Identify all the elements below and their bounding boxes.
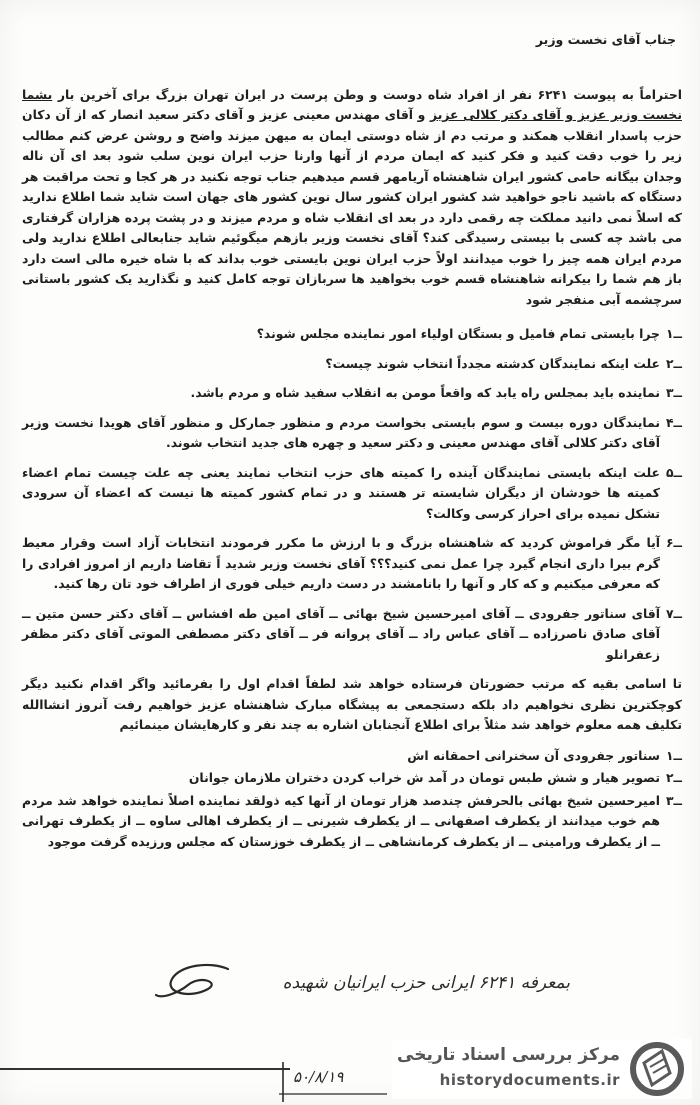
list-item [22,533,682,595]
intro-start: احتراماً به پیوست ۶۲۴۱ نفر از افراد شاه دوست و وطن پرست در ایران تهران بزرگ برای آخرین بار [57,86,682,102]
signature-scribble-icon [150,955,240,1015]
item-number: ۱ــ [665,747,682,763]
list-item [22,463,682,525]
item-text: سناتور جفرودی آن سخنرانی احمقانه اش [407,747,660,763]
item-number: ۱ــ [665,326,682,341]
intro-paragraph [22,85,682,311]
salutation: جناب آقای نخست وزیر [535,32,676,47]
watermark-title: مرکز بررسی اسناد تاریخی [397,1045,620,1065]
item-text: نماینده باید بمجلس راه یابد که واقعاً مومن به انقلاب سفید شاه و مردم باشد. [190,385,660,400]
item-text: آیا مگر فراموش کردید که شاهنشاه بزرگ و با ارزش ما مکرر فرمودند انتخابات آزاد است وقرار معیط گرم بیرا داری انجام گیرد چرا عمل نمی کنید؟؟؟ آقای نخست وزیر شدید اً تقاضا داریم از امروز افرادی را که معرفی میکنیم و که کار و آنها را بانامشند در دست داریم خیلی فوری از اطراف خود تان رها کنید. [22,535,660,591]
item-text: علت اینکه بایستی نمایندگان آینده را کمیته های حزب انتخاب نمایند یعنی چه علت چیست تمام اعضاء کمیته ها خودشان از دیگران شایسته تر هستند و در تمام کشور کمیته ها نیست که اعضاء آن سرودی تشکل نمیده برای احراز کرسی وکالت؟ [22,464,660,521]
item-text: امیرحسین شیخ بهائی بالحرفش چندصد هزار تومان از آنها کیه ذولقد نماینده اصلاً نماینده خواهد شد مردم هم خوب میدانند از یکطرف اصفهانی ــ از یکطرف شیرنی ــ از یکطرف اهالی ساوه ــ از یکطرف تهرانی ــ از یکطرف ورامینی ــ از یکطرف کرمانشاهی ــ از یکطرف خوزستان که مجلس ورزیده گرفت موجود [22,792,660,849]
item-number: ۳ــ [665,792,682,808]
item-text: آقای سناتور جفرودی ــ آقای امیرحسین شیخ بهائی ــ آقای امین طه افشاس ــ آقای دکتر حسن متین ــ آقای صادق ناصرزاده ــ آقای عباس راد ــ آقای پروانه فر ــ آقای دکتر مصطفی الموتی آقای دکتر مظفر زعفرانلو [22,605,660,662]
list-item [22,746,682,767]
letter-body [22,30,682,854]
signature-text: بمعرفه ۶۲۴۱ ایرانی حزب ایرانیان شهیده [282,973,570,993]
list-item [22,324,682,345]
list-item [22,791,682,853]
list-item [22,413,682,454]
list-item [22,383,682,404]
item-number: ۳ــ [665,385,682,400]
bottom-rule [0,1068,290,1070]
watermark-url: historydocuments.ir [439,1071,620,1089]
list-item [22,604,682,666]
item-text: تصویر هیار و شش طبس تومان در آمد ش خراب کردن دختران ملازمان جوانان [188,770,660,785]
item-number: ۲ــ [665,355,682,371]
item-number: ۵ــ [665,464,682,480]
list-item [22,354,682,375]
item-number: ۴ــ [665,414,682,430]
date-text: ۵۰/۸/۱۹ [293,1068,344,1086]
intro-underlined: بشما نخست وزیر عزیز و آقای دکتر کلالی عزیز [22,86,682,122]
questions-list [22,324,682,665]
item-text: علت اینکه نمایندگان کدشته مجدداً انتخاب شوند چیست؟ [325,355,660,371]
item-number: ۶ــ [665,535,682,550]
item-text: چرا بایستی تمام فامیل و بستگان اولیاء امور نماینده مجلس شوند؟ [256,326,660,341]
item-number: ۲ــ [665,770,682,785]
archive-logo-icon [628,1041,686,1097]
item-text: نمایندگان دوره بیست و سوم بایستی بخواست مردم و منظور جمارکل و منظور آقای هویدا نخست وزیر آقای دکتر کلالی آقای مهندس معینی و دکتر سعید و چهره های جدید انتخاب شوند. [22,414,660,450]
item-number: ۷ــ [665,605,682,621]
archive-watermark [392,1039,692,1099]
signature-block [150,955,570,1035]
examples-list [22,746,682,853]
intro-rest: و آقای مهندس معینی عزیز و آقای دکتر سعید انصار که از آن دکان حزب پاسدار انقلاب همکند و مرتب دم از شاه دوستی ایمان به میهن میزند واضح و روشن عرض کنم مطالب زیر را خوب دقت کنید و فکر کنید که ایمان مردم از آنها وارنا حزب ایران نوین سلب شود بعد ای آن ناله وجدان بیگانه حامی کشور ایران شاهنشاه آریامهر قسم میدهیم جناب توجه نکنید در هر کجا و تحت مراقبت هر دستگاه که باشید ناجو خواهید شد کشور ایران کشور سال نوین کشور های جهان است شاید شما اطلاع ندارید که اسلاً نمی دانید مملکت چه رقمی دارد در بعد ای انقلاب شاه و مردم میزند و در پشت پرده هزاران گرفتاری می باشد چه کسی با بیستی رسیدگی کند؟ آقای نخست وزیر بازهم میگوئیم شاید جنابعالی اطلاع ندارید ولی مردم ایران همه چیز را خوب میدانند اولاً حزب ایران نوین بایستی خوب بداند که با شاه خیره مالی است دارد باز هم شما را بیکرانه شاهنشاه قسم خوب بخواهید ها سربازان توجه کامل کنید و نگذارید یک کشور باستانی سرچشمه آبی منفجر شود [22,107,682,307]
closing-paragraph: تا اسامی بقیه که مرتب حضورتان فرستاده خواهد شد لطفاً اقدام اول را بفرمائید واگر اقدام نکنید دیگر کوچکترین نظری نخواهیم داد بلکه دستجمعی به پیشگاه مبارک شاهنشاه عزیز خواهیم رفت آنروز انشاالله تکلیف همه معلوم خواهد شد مثلاً برای اطلاع آنجنابان اشاره به چند نفر و کارهایشان مینمائیم [22,676,682,732]
list-item [22,768,682,789]
date-block [275,1060,395,1105]
